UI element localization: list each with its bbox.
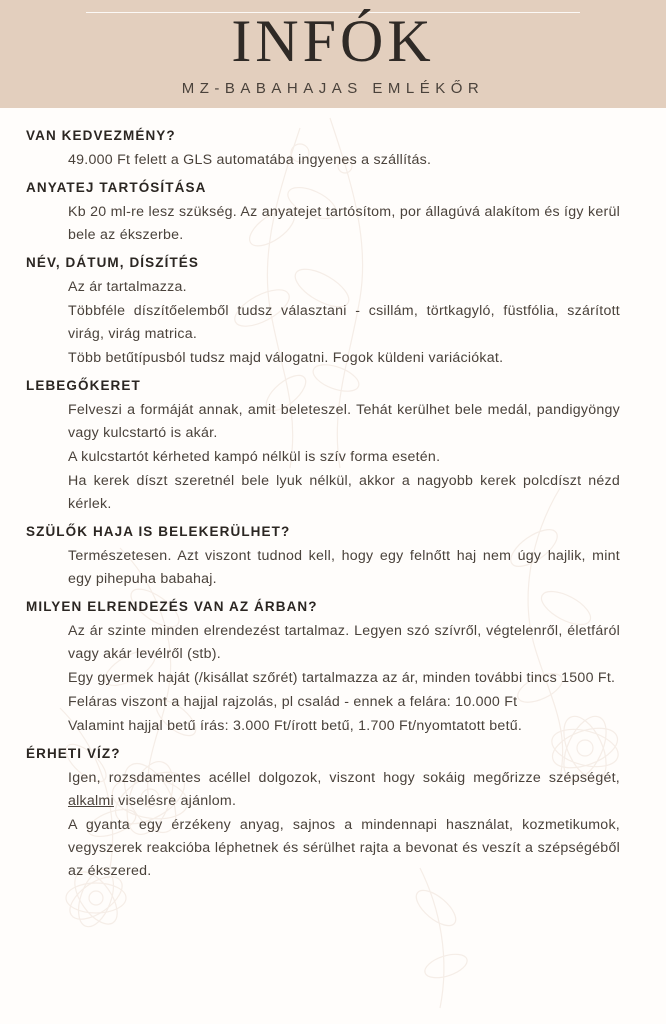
faq-question: NÉV, DÁTUM, DÍSZÍTÉS	[26, 255, 200, 270]
faq-answer-line: Kb 20 ml-re lesz szükség. Az anyatejet tartósítom, por állagúvá alakítom és így kerül bele az ékszerbe.	[68, 204, 620, 243]
faq-answer-line: Természetesen. Azt viszont tudnod kell, hogy egy felnőtt haj nem úgy hajlik, mint egy pihepuha babahaj.	[68, 548, 620, 587]
faq-section	[26, 255, 640, 370]
faq-answer-line: A kulcstartót kérheted kampó nélkül is szív forma esetén.	[68, 449, 441, 465]
faq-answer-line: Egy gyermek haját (/kisállat szőrét) tartalmazza az ár, minden további tincs 1500 Ft.	[68, 670, 616, 686]
faq-question: ÉRHETI VÍZ?	[26, 746, 121, 761]
faq-answer-line: 49.000 Ft felett a GLS automatába ingyenes a szállítás.	[68, 152, 432, 168]
faq-section	[26, 180, 640, 247]
faq-content	[0, 108, 666, 883]
faq-question: SZÜLŐK HAJA IS BELEKERÜLHET?	[26, 524, 291, 539]
faq-answer-group	[26, 201, 640, 247]
faq-section	[26, 128, 640, 172]
faq-question: LEBEGŐKERET	[26, 378, 141, 393]
faq-answer-group	[26, 276, 640, 370]
faq-answer-group	[26, 545, 640, 591]
faq-section	[26, 599, 640, 738]
faq-answer-line: Az ár tartalmazza.	[68, 279, 187, 295]
faq-answer-text-part1: Igen, rozsdamentes acéllel dolgozok, viszont hogy sokáig megőrizze szépségét,	[68, 770, 620, 786]
faq-answer-group	[26, 149, 640, 172]
faq-answer-group	[26, 767, 640, 883]
faq-question: VAN KEDVEZMÉNY?	[26, 128, 176, 143]
faq-question: ANYATEJ TARTÓSÍTÁSA	[26, 180, 207, 195]
faq-section	[26, 746, 640, 883]
faq-answer-line: Valamint hajjal betű írás: 3.000 Ft/írott betű, 1.700 Ft/nyomtatott betű.	[68, 718, 523, 734]
faq-answer-line-with-emphasis	[68, 767, 620, 813]
page-header-banner	[0, 0, 666, 108]
faq-answer-underlined-word: alkalmi	[68, 793, 114, 809]
faq-answer-line: A gyanta egy érzékeny anyag, sajnos a mindennapi használat, kozmetikumok, vegyszerek reakcióba léphetnek és sérülhet rajta a bevonat és veszít a szépségéből az ékszered.	[68, 817, 620, 879]
faq-answer-group	[26, 620, 640, 738]
faq-answer-group	[26, 399, 640, 516]
faq-answer-line: Feláras viszont a hajjal rajzolás, pl család - ennek a felára: 10.000 Ft	[68, 694, 518, 710]
faq-answer-line: Több betűtípusból tudsz majd válogatni. Fogok küldeni variációkat.	[68, 350, 504, 366]
faq-answer-line: Az ár szinte minden elrendezést tartalmaz. Legyen szó szívről, végtelenről, életfáról vagy akár levélről (stb).	[68, 623, 620, 662]
page-subtitle: MZ-BABAHAJAS EMLÉKŐR	[181, 80, 485, 97]
faq-answer-line: Ha kerek díszt szeretnél bele lyuk nélkül, akkor a nagyobb kerek polcdíszt nézd kérlek.	[68, 473, 620, 512]
faq-section	[26, 524, 640, 591]
faq-section	[26, 378, 640, 516]
faq-answer-line: Többféle díszítőelemből tudsz választani - csillám, törtkagyló, füstfólia, szárított virág, virág matrica.	[68, 303, 620, 342]
page-title: INFÓK	[231, 8, 435, 74]
faq-answer-line: Felveszi a formáját annak, amit beleteszel. Tehát kerülhet bele medál, pandigyöngy vagy kulcstartó is akár.	[68, 402, 620, 441]
faq-question: MILYEN ELRENDEZÉS VAN AZ ÁRBAN?	[26, 599, 318, 614]
faq-answer-text-part2: viselésre ajánlom.	[113, 793, 237, 809]
